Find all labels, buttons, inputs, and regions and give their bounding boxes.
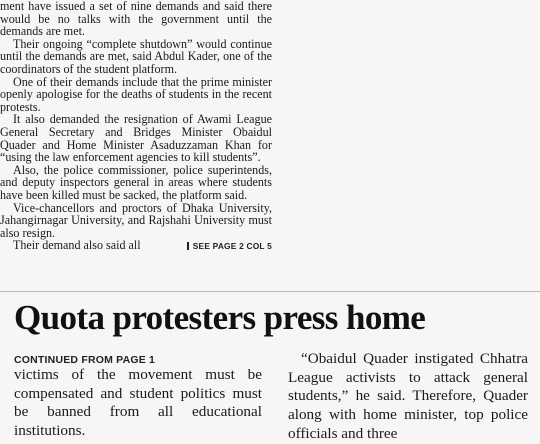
article-paragraph: Their ongoing “complete shutdown” would continue until the demands are met, said Abdul Kader, one of the coordinators of the student platform. (0, 36, 272, 76)
continued-right-column (288, 350, 528, 444)
article-paragraph: It also demanded the resignation of Awami League General Secretary and Bridges Minister Obaidul Quader and Home Minister Asaduzzaman Khan for “using the law enforcement agencies to kill students”. (0, 112, 272, 165)
top-article-column (0, 0, 272, 253)
continuation-bar-icon (187, 242, 189, 250)
article-paragraph: victims of the movement must be compensated and student politics must be banned from all educational institutions. (14, 366, 262, 440)
continued-left-column (14, 366, 262, 441)
article-paragraph: ment have issued a set of nine demands and said there would be no talks with the government until the demands are met. (0, 0, 272, 39)
section-divider (0, 291, 540, 292)
article-paragraph: One of their demands include that the prime minister openly apologise for the deaths of students in the recent protests. (0, 74, 272, 114)
article-last-line (0, 239, 272, 253)
continuation-pointer-text: SEE PAGE 2 COL 5 (192, 241, 272, 252)
article-paragraph: Also, the police commissioner, police superintends, and deputy inspectors general in areas where students have been killed must be sacked, the platform said. (0, 162, 272, 202)
continued-kicker: CONTINUED FROM PAGE 1 (14, 354, 156, 366)
continuation-pointer (187, 240, 272, 253)
article-last-line-text: Their demand also said all (13, 238, 141, 253)
article-paragraph: “Obaidul Quader instigated Chhatra League activists to attack general students,” he said. Therefore, Quader along with home minister, top police officials and three (288, 350, 528, 442)
article-paragraph: Vice-chancellors and proctors of Dhaka University, Jahangirnagar University, and Rajshahi University must also resign. (0, 200, 272, 240)
headline: Quota protesters press home (14, 298, 426, 337)
